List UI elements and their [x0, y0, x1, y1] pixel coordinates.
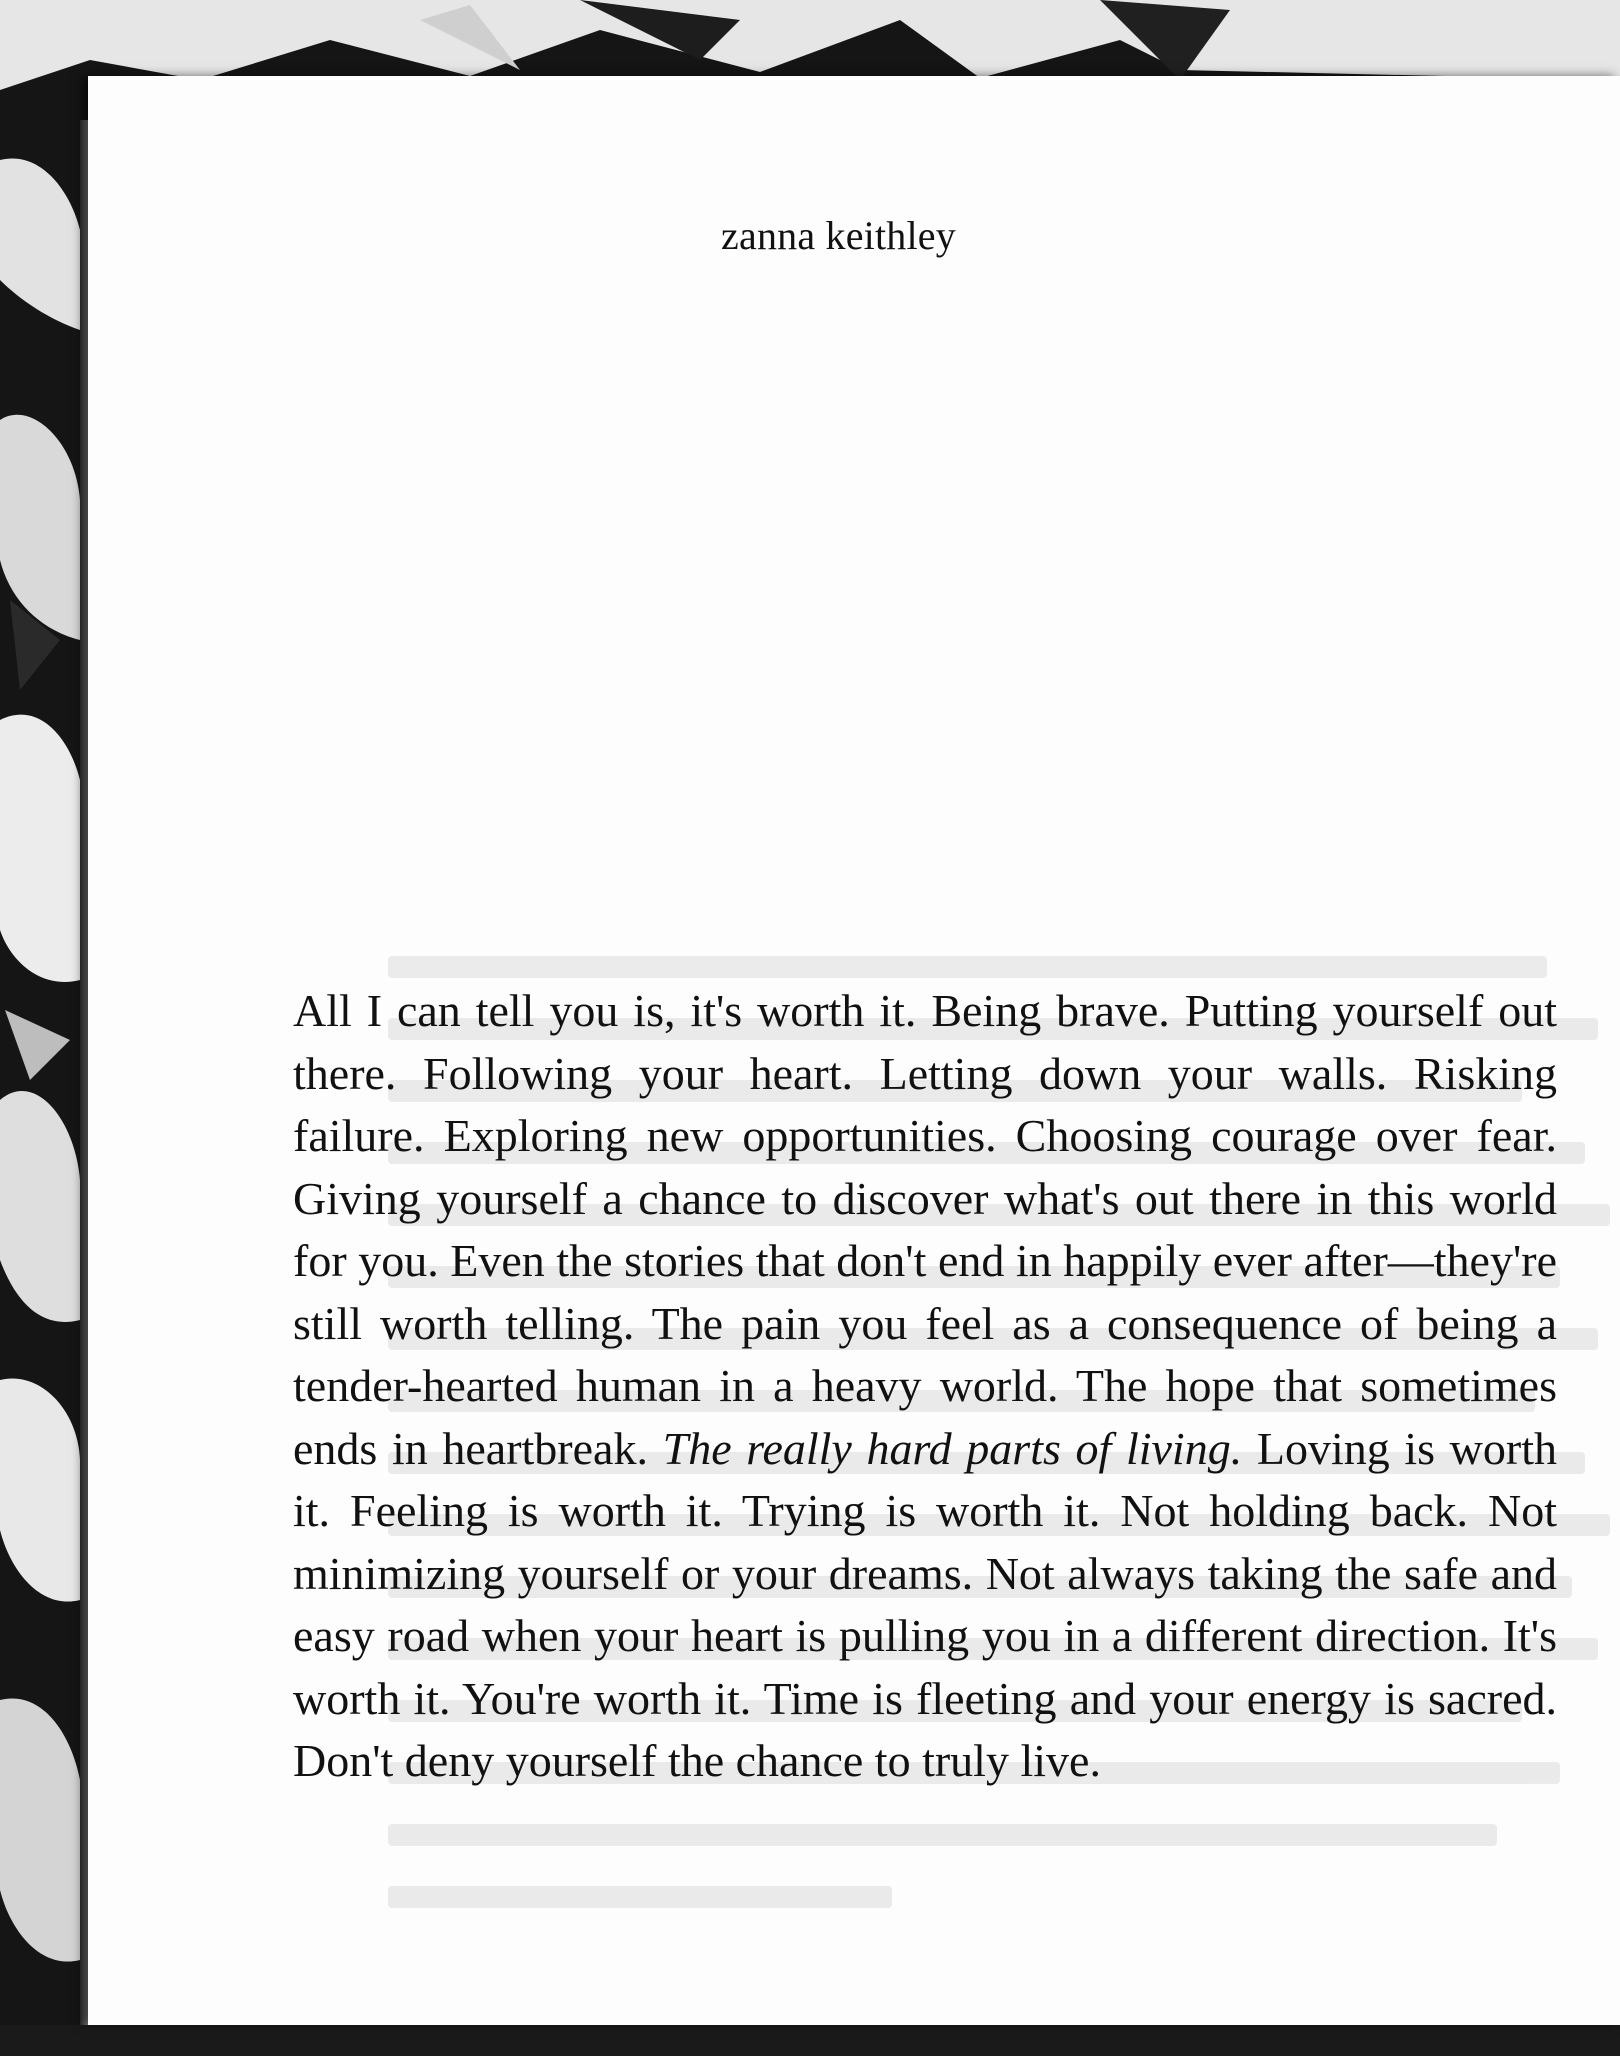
body-passage	[293, 980, 1557, 1793]
passage-italic-phrase: The really hard parts of living.	[662, 1422, 1243, 1474]
running-head-author: zanna keithley	[721, 213, 956, 258]
passage-text-part2: Loving is worth it. Feeling is worth it. Trying is worth it. Not holding back. Not minimizing yourself or your dreams. Not always taking the safe and easy road when your heart is pulling you in a different direction. It's worth it. You're worth it. Time is fleeting and your energy is sacred. Don't deny yourself the chance to truly live.	[293, 1422, 1557, 1786]
passage-text-part1: All I can tell you is, it's worth it. Being brave. Putting yourself out there. Following your heart. Letting down your walls. Risking failure. Exploring new opportunities. Choosing courage over fear. Giving yourself a chance to discover what's out there in this world for you. Even the stories that don't end in happily ever after—they're still worth telling. The pain you feel as a consequence of being a tender-hearted human in a heavy world. The hope that sometimes ends in heartbreak.	[293, 985, 1557, 1474]
